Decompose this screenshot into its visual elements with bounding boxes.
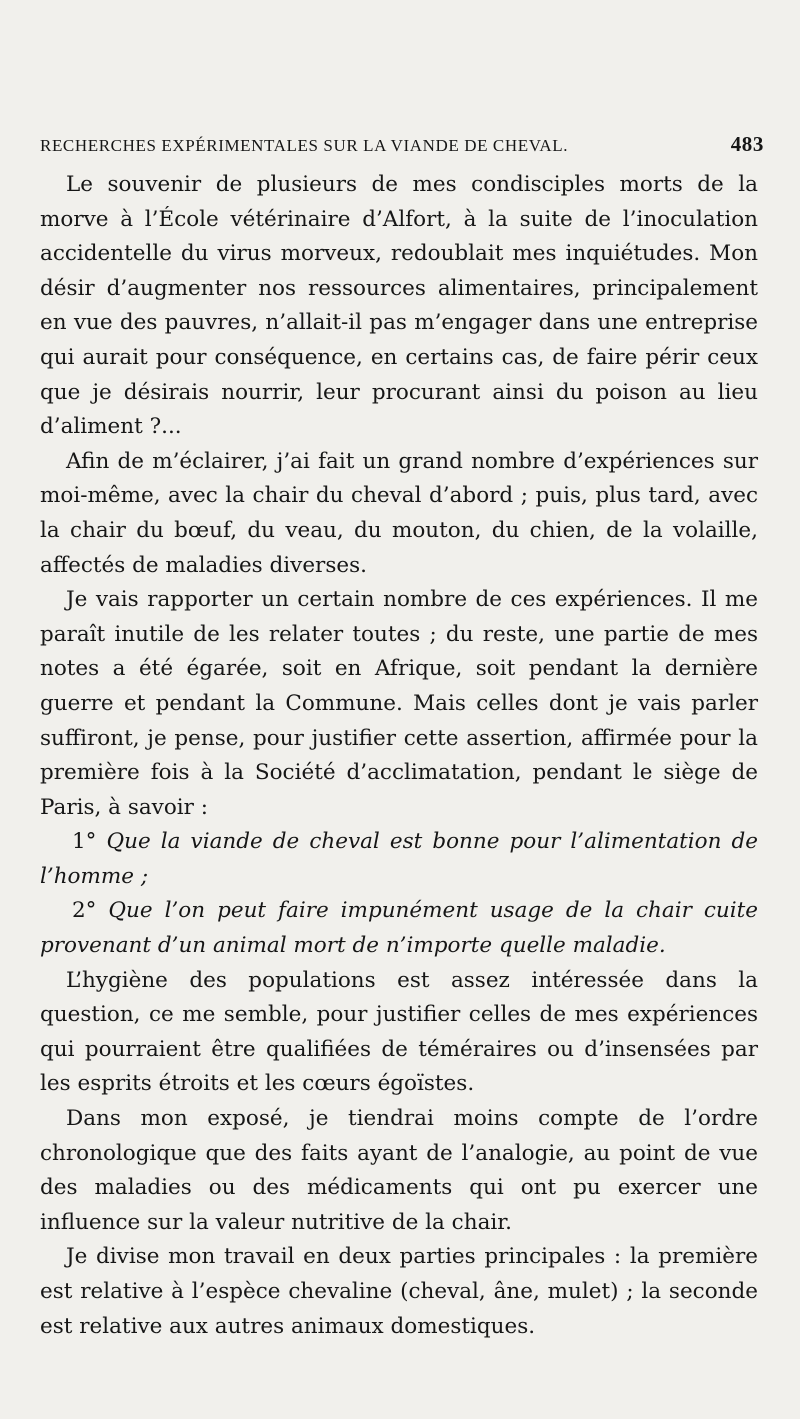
paragraph-rapport: Je vais rapporter un certain nombre de ces expériences. Il me paraît inutile de les relater toutes ; du reste, une partie de mes notes a été égarée, soit en Afrique, soit pendant la dernière guerre et pendant la Commune. Mais celles dont je vais parler suffiront, je pense, pour justifier cette assertion, affirmée pour la première fois à la Société d’acclimatation, pendant le siège de Paris, à savoir :: [40, 587, 758, 820]
paragraph-hygiene: L’hygiène des populations est assez intéressée dans la question, ce me semble, pour justifier celles de mes expériences qui pourraient être qualifiées de téméraires ou d’insensées par les esprits étroits et les cœurs égoïstes.: [40, 967, 758, 1097]
paragraph-experiences: Afin de m’éclairer, j’ai fait un grand nombre d’expériences sur moi-même, avec la chair du cheval d’abord ; puis, plus tard, avec la chair du bœuf, du veau, du mouton, du chien, de la volaille, affectés de maladies diverses.: [40, 448, 758, 578]
page-number: 483: [730, 132, 764, 156]
paragraph-division: Je divise mon travail en deux parties principales : la première est relative à l’espèce chevaline (cheval, âne, mulet) ; la seconde est relative aux autres animaux domestiques.: [40, 1244, 758, 1339]
assertion-2-text: Que l’on peut faire impunément usage de la chair cuite provenant d’un animal mort de n’importe quelle maladie.: [40, 898, 758, 959]
running-header: [40, 128, 764, 168]
assertion-2-number: 2°: [72, 898, 97, 924]
paragraph-expose: Dans mon exposé, je tiendrai moins compte de l’ordre chronologique que des faits ayant de l’analogie, au point de vue des maladies ou des médicaments qui ont pu exercer une influence sur la valeur nutritive de la chair.: [40, 1106, 758, 1235]
assertion-1-number: 1°: [72, 829, 97, 855]
assertion-1: [40, 825, 758, 894]
running-title: RECHERCHES EXPÉRIMENTALES SUR LA VIANDE DE CHEVAL.: [40, 136, 569, 155]
document-page: [40, 128, 764, 1344]
assertion-2: [40, 894, 758, 963]
assertion-1-text: Que la viande de cheval est bonne pour l’alimentation de l’homme ;: [40, 829, 758, 889]
paragraph-souvenir: Le souvenir de plusieurs de mes condisciples morts de la morve à l’École vétérinaire d’Alfort, à la suite de l’inoculation accidentelle du virus morveux, redoublait mes inquiétudes. Mon désir d’augmenter nos ressources alimentaires, principalement en vue des pauvres, n’allait-il pas m’engager dans une entreprise qui aurait pour conséquence, en certains cas, de faire périr ceux que je désirais nourrir, leur procurant ainsi du poison au lieu d’aliment ?...: [40, 172, 758, 440]
